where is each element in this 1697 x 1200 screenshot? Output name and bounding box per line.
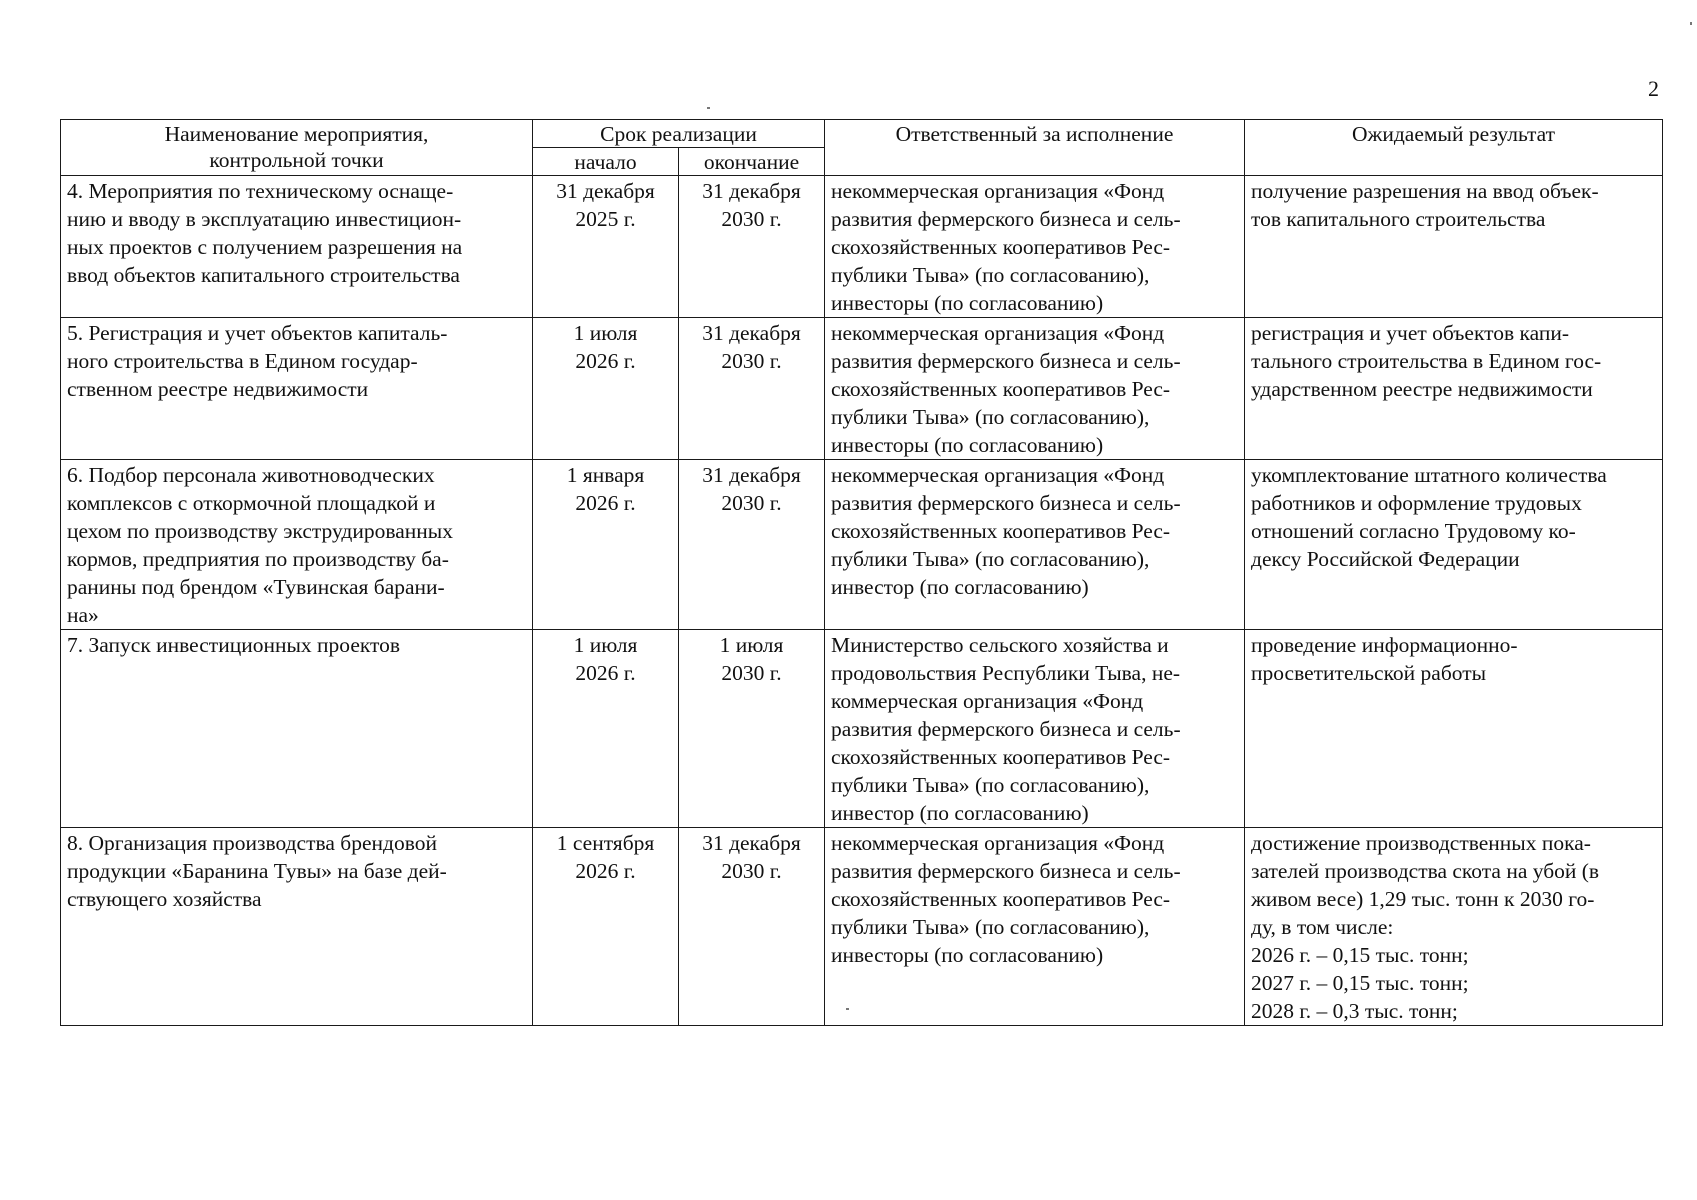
responsible-cell: Министерство сельского хозяйства и продовольствия Республики Тыва, не- коммерческая организация «Фонд развития фермерского бизнеса и сель- скохозяйственных кооперативов Рес- публики Тыва» (по согласованию), инвестор (по согласованию) (825, 630, 1245, 828)
event-name-cell: 7. Запуск инвестиционных проектов (61, 630, 533, 828)
header-end: окончание (679, 148, 825, 176)
header-period: Срок реализации (533, 120, 825, 148)
event-name-cell: 5. Регистрация и учет объектов капиталь- ного строительства в Едином государ- ственном реестре недвижимости (61, 318, 533, 460)
responsible-cell: некоммерческая организация «Фонд развития фермерского бизнеса и сель- скохозяйственных кооперативов Рес- публики Тыва» (по согласованию), инвесторы (по согласованию) (825, 318, 1245, 460)
event-name-cell: 4. Мероприятия по техническому оснаще- нию и вводу в эксплуатацию инвестицион- ных проектов с получением разрешения на ввод объектов капитального строительства (61, 176, 533, 318)
end-date-cell: 1 июля 2030 г. (679, 630, 825, 828)
table-row (61, 318, 1663, 460)
page-number: 2 (1648, 76, 1659, 101)
expected-result-cell: достижение производственных пока- зателей производства скота на убой (в живом весе) 1,29 тыс. тонн к 2030 го- ду, в том числе: 2026 г. – 0,15 тыс. тонн; 2027 г. – 0,15 тыс. тонн; 2028 г. – 0,3 тыс. тонн; (1245, 828, 1663, 1026)
event-name-cell: 6. Подбор персонала животноводческих комплексов с откормочной площадкой и цехом по производству экструдированных кормов, предприятия по производству ба- ранины под брендом «Тувинская барани- на» (61, 460, 533, 630)
end-date-cell: 31 декабря 2030 г. (679, 460, 825, 630)
start-date-cell: 1 июля 2026 г. (533, 630, 679, 828)
header-expected-result: Ожидаемый результат (1245, 120, 1663, 176)
end-date-cell: 31 декабря 2030 г. (679, 318, 825, 460)
start-date-cell: 1 января 2026 г. (533, 460, 679, 630)
header-responsible: Ответственный за исполнение (825, 120, 1245, 176)
table-body (61, 176, 1663, 1026)
table-row (61, 630, 1663, 828)
start-date-cell: 31 декабря 2025 г. (533, 176, 679, 318)
header-start: начало (533, 148, 679, 176)
table-header (61, 120, 1663, 176)
table-row (61, 460, 1663, 630)
responsible-cell: некоммерческая организация «Фонд развития фермерского бизнеса и сель- скохозяйственных кооперативов Рес- публики Тыва» (по согласованию), инвестор (по согласованию) (825, 460, 1245, 630)
expected-result-cell: получение разрешения на ввод объек- тов капитального строительства (1245, 176, 1663, 318)
start-date-cell: 1 июля 2026 г. (533, 318, 679, 460)
table-row (61, 828, 1663, 1026)
start-date-cell: 1 сентября 2026 г. (533, 828, 679, 1026)
expected-result-cell: укомплектование штатного количества работников и оформление трудовых отношений согласно Трудовому ко- дексу Российской Федерации (1245, 460, 1663, 630)
end-date-cell: 31 декабря 2030 г. (679, 828, 825, 1026)
responsible-cell: некоммерческая организация «Фонд развития фермерского бизнеса и сель- скохозяйственных кооперативов Рес- публики Тыва» (по согласованию), инвесторы (по согласованию) (825, 176, 1245, 318)
scan-speck (707, 107, 710, 109)
header-event-name: Наименование мероприятия, контрольной точки (61, 120, 533, 176)
table-row (61, 176, 1663, 318)
end-date-cell: 31 декабря 2030 г. (679, 176, 825, 318)
scan-speck (1690, 22, 1692, 25)
responsible-cell: некоммерческая организация «Фонд развития фермерского бизнеса и сель- скохозяйственных кооперативов Рес- публики Тыва» (по согласованию), инвесторы (по согласованию) (825, 828, 1245, 1026)
expected-result-cell: регистрация и учет объектов капи- тального строительства в Едином гос- ударственном реестре недвижимости (1245, 318, 1663, 460)
expected-result-cell: проведение информационно- просветительской работы (1245, 630, 1663, 828)
events-table (60, 119, 1663, 1026)
event-name-cell: 8. Организация производства брендовой продукции «Баранина Тувы» на базе дей- ствующего хозяйства (61, 828, 533, 1026)
